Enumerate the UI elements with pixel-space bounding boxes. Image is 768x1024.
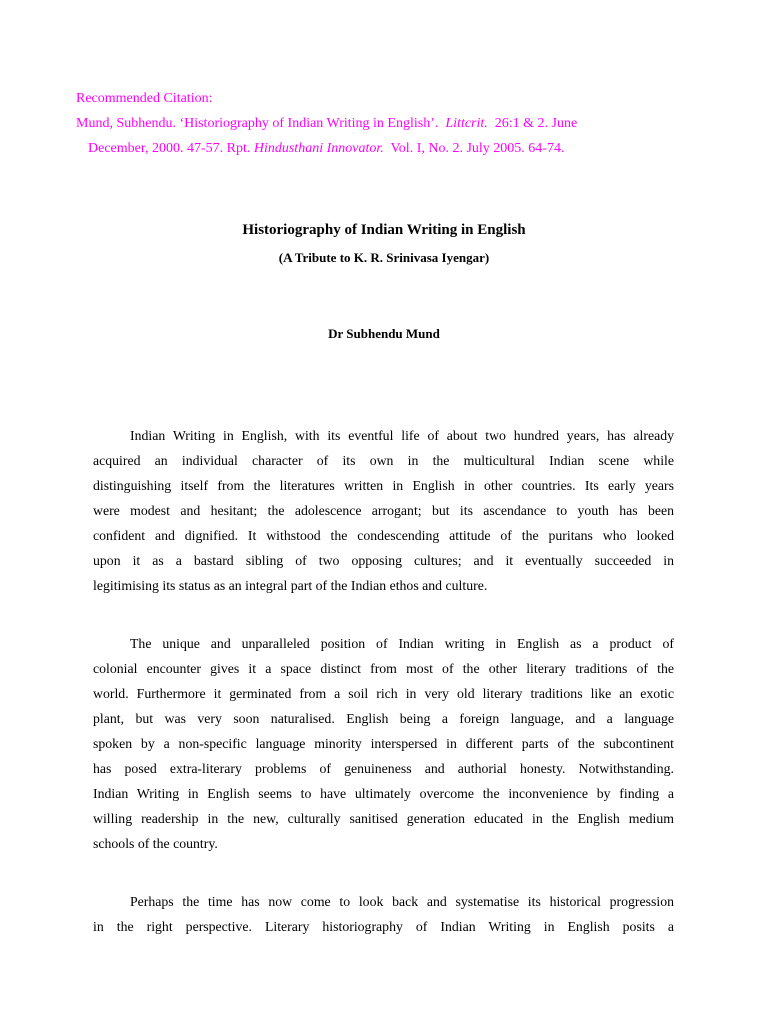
citation-line-1-tail: 26:1 & 2. June [494, 116, 578, 131]
body-paragraph-3 [93, 889, 674, 939]
citation-line-1 [76, 111, 716, 136]
paragraph-line: Perhaps the time has now come to look back and systematise its historical progression [130, 894, 674, 909]
document-title: Historiography of Indian Writing in English [242, 222, 526, 238]
paragraph-line: were modest and hesitant; the adolescence arrogant; but its ascendance to youth has been [93, 503, 674, 518]
citation-line-2-tail: Vol. I, No. 2. July 2005. 64-74. [390, 141, 565, 156]
body-paragraph-2 [93, 631, 674, 856]
citation-line-2 [76, 136, 716, 161]
paragraph-line: Indian Writing in English, with its eventful life of about two hundred years, has already [130, 428, 674, 443]
paragraph-line: has posed extra-literary problems of genuineness and authorial honesty. Notwithstanding. [93, 761, 674, 776]
body-paragraph-1 [93, 423, 674, 598]
paragraph-line: upon it as a bastard sibling of two opposing cultures; and it eventually succeeded in [93, 553, 674, 568]
author-name: Dr Subhendu Mund [328, 326, 440, 341]
citation-line-2-text: December, 2000. 47-57. Rpt. [88, 141, 251, 156]
citation-line-1-text: Mund, Subhendu. ‘Historiography of Indian Writing in English’. [76, 116, 439, 131]
citation-heading: Recommended Citation: [76, 91, 213, 106]
paragraph-line: world. Furthermore it germinated from a soil rich in very old literary traditions like an exotic [93, 686, 674, 701]
paragraph-line: willing readership in the new, culturally sanitised generation educated in the English medium [93, 811, 674, 826]
paragraph-line: schools of the country. [93, 836, 218, 851]
paragraph-line: legitimising its status as an integral part of the Indian ethos and culture. [93, 578, 488, 593]
recommended-citation [76, 86, 716, 161]
paragraph-line: spoken by a non-specific language minority interspersed in different parts of the subcontinent [93, 736, 674, 751]
citation-journal-2: Hindusthani Innovator. [253, 141, 384, 156]
paragraph-line: acquired an individual character of its own in the multicultural Indian scene while [93, 453, 674, 468]
paragraph-line: The unique and unparalleled position of Indian writing in English as a product of [130, 636, 674, 651]
paragraph-line: plant, but was very soon naturalised. English being a foreign language, and a language [93, 711, 674, 726]
citation-journal-1: Littcrit. [445, 116, 488, 131]
paragraph-line: distinguishing itself from the literatures written in English in other countries. Its early years [93, 478, 674, 493]
document-subtitle: (A Tribute to K. R. Srinivasa Iyengar) [278, 250, 490, 265]
paragraph-line: Indian Writing in English seems to have ultimately overcome the inconvenience by finding a [93, 786, 674, 801]
paragraph-line: confident and dignified. It withstood the condescending attitude of the puritans who looked [93, 528, 674, 543]
paragraph-line: colonial encounter gives it a space distinct from most of the other literary traditions of the [93, 661, 674, 676]
paragraph-line: in the right perspective. Literary historiography of Indian Writing in English posits a [93, 919, 674, 934]
